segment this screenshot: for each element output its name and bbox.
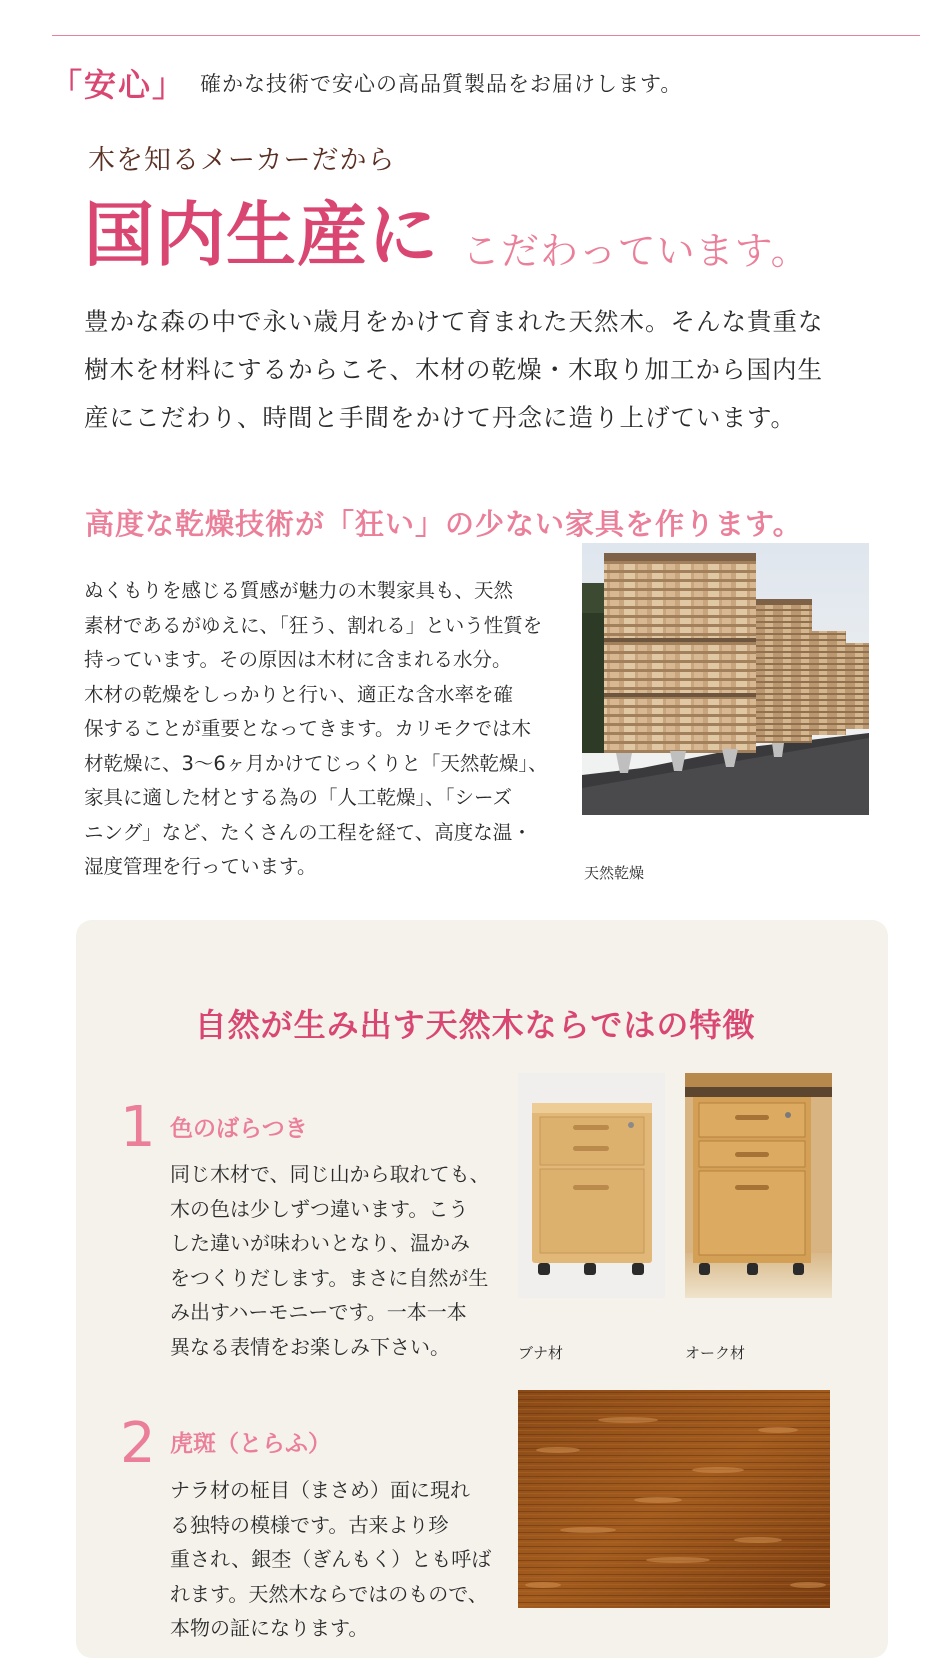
body-line: 木材の乾燥をしっかりと行い、適正な含水率を確 (84, 682, 514, 706)
body-line: 木の色は少しずつ違います。こう (170, 1196, 469, 1221)
hero-lead (84, 298, 874, 442)
body-line: 本物の証になります。 (170, 1616, 369, 1640)
lead-line: 樹木を材料にするからこそ、木材の乾燥・木取り加工から国内生 (84, 355, 824, 384)
tiger-grain-photo (518, 1390, 830, 1608)
hero-kicker: 木を知るメーカーだから (88, 145, 396, 176)
feature-number-1: 1 (120, 1095, 156, 1160)
feature-title-1: 色のばらつき (170, 1116, 308, 1142)
hero-title: 国内生産に (84, 194, 439, 276)
oak-cabinet-photo (685, 1073, 832, 1298)
body-line: ニング」など、たくさんの工程を経て、高度な温・ (84, 820, 532, 844)
body-line: 家具に適した材とする為の「人工乾燥」、「シーズ (84, 786, 513, 809)
lumber-photo-caption: 天然乾燥 (584, 864, 645, 882)
body-line: み出すハーモニーです。一本一本 (170, 1300, 467, 1324)
lead-line: 産にこだわり、時間と手間をかけて丹念に造り上げています。 (84, 403, 797, 432)
hero-title-suffix: こだわっています。 (462, 229, 810, 273)
body-line: 素材であるがゆえに、「狂う、割れる」という性質を (84, 613, 543, 637)
lumber-drying-photo (582, 543, 869, 815)
oak-caption: オーク材 (685, 1344, 746, 1362)
body-line: 保することが重要となってきます。カリモクでは木 (84, 717, 531, 740)
body-line: をつくりだします。まさに自然が生 (170, 1265, 489, 1290)
feature-title-2: 虎斑（とらふ） (170, 1431, 331, 1457)
anshin-label: 「安心」 (50, 66, 187, 104)
body-line: ナラ材の柾目（まさめ）面に現れ (170, 1478, 470, 1502)
body-line: 同じ木材で、同じ山から取れても、 (170, 1162, 490, 1186)
body-line: れます。天然木ならではのもので、 (170, 1581, 488, 1606)
body-line: 持っています。その原因は木材に含まれる水分。 (84, 648, 512, 671)
drying-heading: 高度な乾燥技術が「狂い」の少ない家具を作ります。 (85, 507, 803, 541)
anshin-tagline: 確かな技術で安心の高品質製品をお届けします。 (200, 72, 683, 96)
body-line: 湿度管理を行っています。 (84, 855, 317, 878)
body-line: ぬくもりを感じる質感が魅力の木製家具も、天然 (84, 579, 514, 602)
body-line: 異なる表情をお楽しみ下さい。 (170, 1334, 450, 1359)
beech-cabinet-photo (518, 1073, 665, 1298)
lead-line: 豊かな森の中で永い歳月をかけて育まれた天然木。そんな貴重な (84, 307, 824, 336)
body-line: した違いが味わいとなり、温かみ (170, 1231, 470, 1255)
feature-body-2 (170, 1473, 491, 1646)
body-line: る独特の模様です。古来より珍 (170, 1512, 449, 1537)
beech-caption: ブナ材 (518, 1344, 564, 1362)
drying-body (84, 574, 554, 885)
body-line: 材乾燥に、3〜6ヶ月かけてじっくりと「天然乾燥」、 (84, 751, 548, 775)
body-line: 重され、銀杢（ぎんもく）とも呼ば (170, 1547, 492, 1571)
feature-body-1 (170, 1157, 490, 1364)
top-divider (52, 35, 920, 36)
features-heading: 自然が生み出す天然木ならではの特徴 (194, 1006, 756, 1044)
feature-number-2: 2 (120, 1411, 156, 1476)
